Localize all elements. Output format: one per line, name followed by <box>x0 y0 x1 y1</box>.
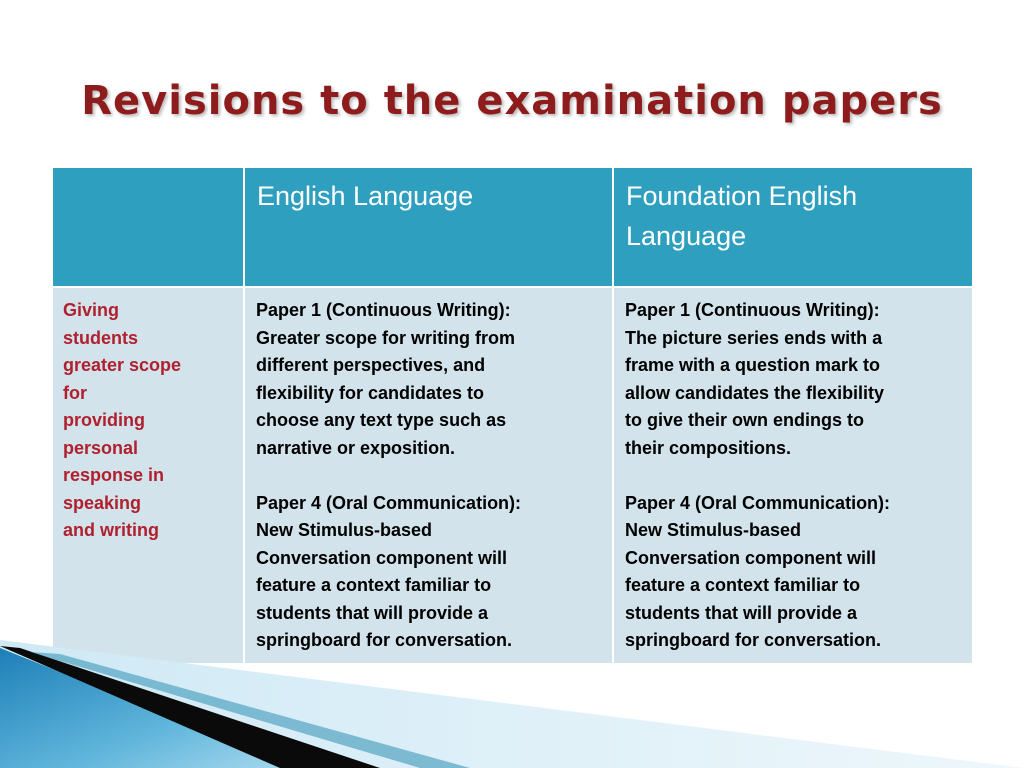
english-paper1-text: Paper 1 (Continuous Writing): Greater scope for writing from different perspectives, and flexibility for candidates to choose any text type such as narrative or exposition. <box>256 300 516 458</box>
column-header-english-language: English Language <box>244 167 613 287</box>
row-header-cell <box>52 287 244 664</box>
decorative-stripes <box>0 640 1024 768</box>
column-header-foundation-english-language: Foundation English Language <box>613 167 973 287</box>
table-header-row <box>52 167 973 287</box>
foundation-paper1-text: Paper 1 (Continuous Writing): The picture series ends with a frame with a question mark to allow candidates the flexibility to give their own endings to their compositions. <box>625 300 885 458</box>
row-header-text: Giving students greater scope for providing personal response in speaking and writing <box>63 300 182 540</box>
column-header-empty <box>52 167 244 287</box>
slide-title: Revisions to the examination papers <box>81 78 943 124</box>
english-paper4-text: Paper 4 (Oral Communication): New Stimulus-based Conversation component will feature a context familiar to students that will provide a springboard for conversation. <box>256 492 522 650</box>
foundation-paper4-text: Paper 4 (Oral Communication): New Stimulus-based Conversation component will feature a context familiar to students that will provide a springboard for conversation. <box>625 492 891 650</box>
foundation-english-cell <box>613 287 973 664</box>
table-row <box>52 287 973 664</box>
english-language-cell <box>244 287 613 664</box>
comparison-table <box>51 166 974 665</box>
